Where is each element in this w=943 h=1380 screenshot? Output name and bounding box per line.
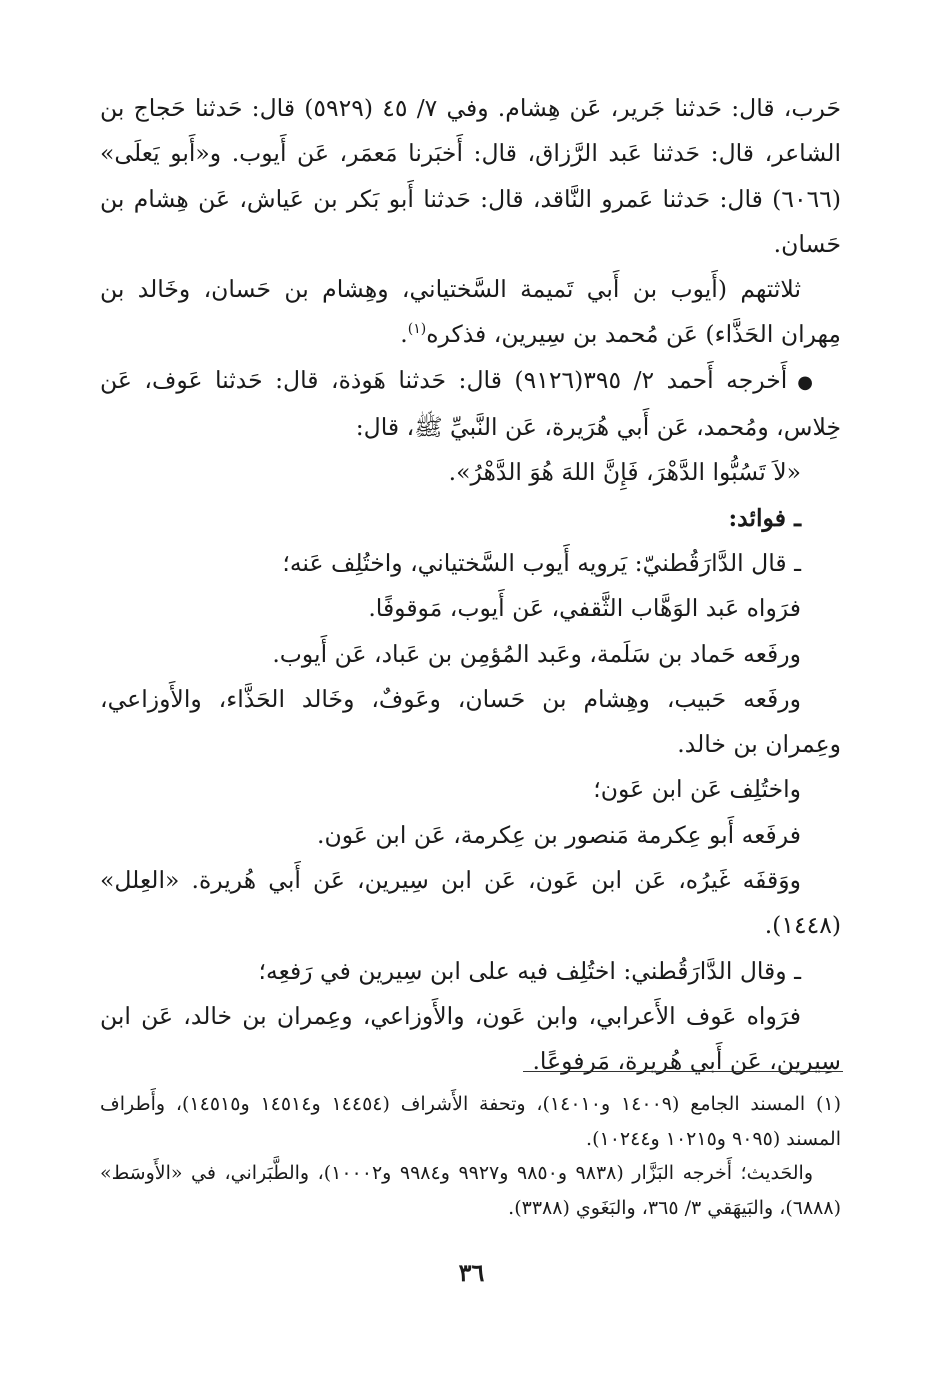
paragraph-daraqutni-1: ـ قال الدَّارَقُطنيّ: يَرويه أَيوب السَّختياني، واختُلِف عَنه؛ (282, 548, 801, 577)
footnote-ref-1[interactable]: (١) (407, 321, 427, 338)
paragraph-sources: حَرب، قال: حَدثنا جَرير، عَن هِشام. وفي ٧/ ٤٥ (٥٩٢٩) قال: حَدثنا حَجاج بن الشاعر، قال: حَدثنا عَبد الرَّزاق، قال: أَخبَرنا مَعمَر، عَن أَيوب. و«أَبو يَعلَى» (٦٠٦٦) قال: حَدثنا عَمرو النَّاقد، قال: حَدثنا أَبو بَكر بن عَياش، عَن هِشام بن حَسان. (100, 94, 842, 258)
paragraph-rafa-hammad: ورفَعه حَماد بن سَلَمة، وعَبد المُؤمِن بن عَباد، عَن أَيوب. (272, 639, 801, 668)
section-heading-benefits: ـ فوائد: (728, 503, 801, 532)
paragraph-mawquf: فرَواه عَبد الوَهَّاب الثَّقفي، عَن أَيوب، مَوقوفًا. (368, 594, 801, 623)
page-number: ٣٦ (458, 1258, 485, 1287)
footnote-divider (523, 1071, 843, 1072)
footnote-2: والحَديث؛ أَخرجه البَزَّار (٩٨٣٨ و٩٨٥٠ و٩٩٢٧ و٩٩٨٤ و١٠٠٠٢)، والطَّبَراني، في «الأَوسَط» (٦٨٨٨)، والبَيهَقي ٣/ ٣٦٥، والبَغَوي (٣٣٨٨). (100, 1162, 841, 1219)
main-text (100, 86, 841, 1085)
hadith-text: «لاَ تَسُبُّوا الدَّهْرَ، فَإِنَّ اللهَ هُوَ الدَّهْرُ». (448, 458, 801, 487)
paragraph-abu-ikrima: فرفَعه أَبو عِكرمة مَنصور بن عِكرمة، عَن ابن عَون. (317, 820, 801, 849)
paragraph-ahmad-takhrij (100, 358, 841, 451)
footnotes (100, 1087, 841, 1225)
paragraph-ikhtilaf-ibn-awn: واختُلِف عَن ابن عَون؛ (593, 775, 801, 804)
paragraph-three-narrators-text: ثلاثتهم (أَيوب بن أَبي تَميمة السَّختياني، وهِشام بن حَسان، وخَالد بن مِهران الحَذَّاء) عَن مُحمد بن سِيرين، فذكره (100, 275, 841, 349)
paragraph-daraqutni-2: ـ وقال الدَّارَقُطني: اختُلِف فيه على ابن سِيرين في رَفعِه؛ (258, 956, 801, 985)
bullet-icon: ● (797, 371, 813, 393)
paragraph-three-narrators (100, 267, 841, 358)
paragraph-end-mark: . (400, 320, 408, 349)
paragraph-marfu: فرَواه عَوف الأَعرابي، وابن عَون، والأَوزاعي، وعِمران بن خالد، عَن ابن سِيرين، عَن أَبي هُريرة، مَرفوعًا. (100, 1001, 841, 1076)
paragraph-ahmad-takhrij-text: أَخرجه أَحمد ٢/ ٣٩٥(٩١٢٦) قال: حَدثنا هَوذة، قال: حَدثنا عَوف، عَن خِلاس، ومُحمد، عَن أَبي هُرَيرة، عَن النَّبيِّ ﷺ، قال: (100, 365, 841, 442)
footnote-1: (١) المسند الجامع (١٤٠٠٩ و١٤٠١٠)، وتحفة الأَشراف (١٤٤٥٤ و١٤٥١٤ و١٤٥١٥)، وأَطراف المسند (٩٠٩٥ و١٠٢١٥ و١٠٢٤٤). (100, 1093, 842, 1150)
paragraph-rafa-habib: ورفَعه حَبيب، وهِشام بن حَسان، وعَوفٌ، وخَالد الحَذَّاء، والأَوزاعي، وعِمران بن خالد. (100, 684, 841, 759)
paragraph-waqf-ghayruh: ووَقفَه غَيرُه، عَن ابن عَون، عَن ابن سِيرين، عَن أَبي هُريرة. «العِلل» (١٤٤٨). (100, 866, 841, 940)
